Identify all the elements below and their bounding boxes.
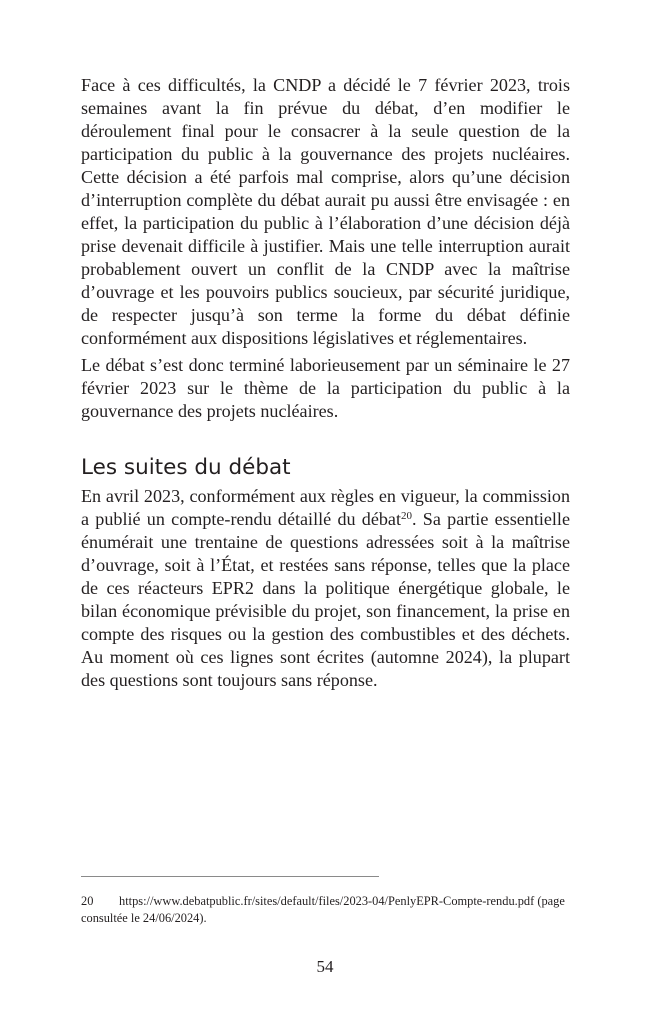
page-body [81,74,570,692]
paragraph-text: En avril 2023, conformément aux règles en vigueur, la commission a publié un compte-rendu détaillé du débat [81,486,570,529]
section-heading: Les suites du débat [81,455,291,480]
paragraph-text: . Sa partie essentielle énumérait une trentaine de questions adressées soit à la maîtrise d’ouvrage, soit à l’État, et restées sans réponse, telles que la place de ces réacteurs EPR2 dans la politique énergétique globale, le bilan économique prévisible du projet, son financement, la prise en compte des risques ou la gestion des combustibles et des déchets. Au moment où ces lignes sont écrites (automne 2024), la plupart des questions sont toujours sans réponse. [81,509,570,690]
footnote-divider [81,876,379,877]
footnote-text: https://www.debatpublic.fr/sites/default/files/2023-04/PenlyEPR-Compte-rendu.pdf (page consultée le 24/06/2024). [81,894,565,925]
body-paragraph: Le débat s’est donc terminé laborieusement par un séminaire le 27 février 2023 sur le thème de la participation du public à la gouvernance des projets nucléaires. [81,355,570,421]
body-paragraph [81,485,570,692]
footnote-reference[interactable]: 20 [401,510,412,522]
footnote [81,893,573,927]
page-number: 54 [316,957,334,976]
footnote-number: 20 [81,894,94,908]
body-paragraph: Face à ces difficultés, la CNDP a décidé le 7 février 2023, trois semaines avant la fin prévue du débat, d’en modifier le déroulement final pour le consacrer à la seule question de la participation du public à la gouvernance des projets nucléaires. Cette décision a été parfois mal comprise, alors qu’une décision d’interruption complète du débat aurait pu aussi être envisagée : en effet, la participation du public à l’élaboration d’une décision déjà prise devenait difficile à justifier. Mais une telle interruption aurait probablement ouvert un conflit de la CNDP avec la maîtrise d’ouvrage et les pouvoirs publics soucieux, par sécurité juridique, de respecter jusqu’à son terme la forme du débat définie conformément aux dispositions législatives et réglementaires. [81,75,570,348]
